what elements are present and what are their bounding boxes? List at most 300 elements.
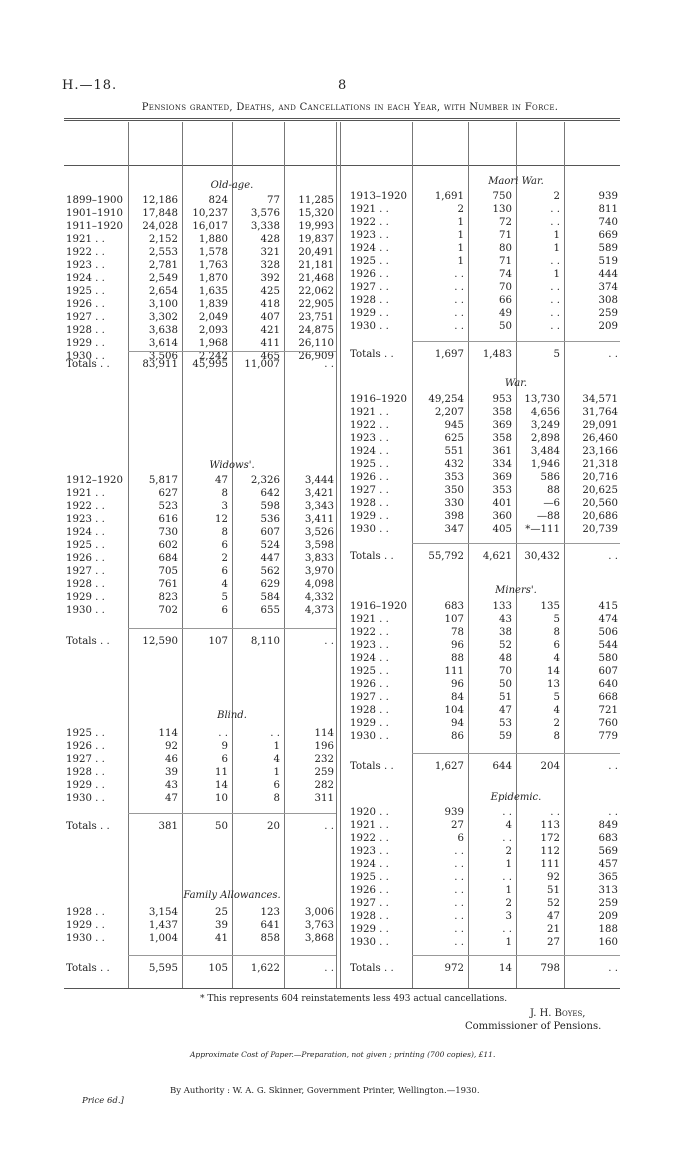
- year-cell: 1929 . .: [350, 718, 389, 729]
- in-force-cell: 19,993: [298, 221, 334, 232]
- left-section-title: Blind.: [217, 710, 247, 721]
- deaths-cell: 2,049: [198, 312, 228, 323]
- left-section-title: Widows'.: [209, 460, 255, 471]
- cancellations-cell: 2: [553, 191, 560, 202]
- year-cell: 1921 . .: [350, 204, 389, 215]
- in-force-cell: 640: [598, 679, 618, 690]
- in-force-cell: . .: [608, 551, 618, 562]
- granted-cell: 330: [444, 498, 464, 509]
- page-reference: H.—18.: [62, 78, 118, 93]
- cancellations-cell: 1: [273, 741, 280, 752]
- cost-note: Approximate Cost of Paper.—Preparation, not given ; printing (700 copies), £11.: [190, 1050, 496, 1059]
- granted-cell: 945: [444, 420, 464, 431]
- cancellations-cell: . .: [550, 807, 560, 818]
- granted-cell: 27: [451, 820, 464, 831]
- right-section-title: War.: [504, 378, 528, 389]
- cancellations-cell: 111: [540, 859, 560, 870]
- cancellations-cell: 8: [553, 731, 560, 742]
- year-cell: 1928 . .: [66, 579, 105, 590]
- deaths-cell: 2: [505, 898, 512, 909]
- year-cell: 1929 . .: [66, 338, 105, 349]
- in-force-cell: 196: [314, 741, 334, 752]
- granted-cell: . .: [454, 872, 464, 883]
- in-force-cell: 114: [314, 728, 334, 739]
- table-row: [0, 832, 700, 845]
- granted-cell: 92: [165, 741, 178, 752]
- cancellations-cell: 562: [260, 566, 280, 577]
- table-row: [0, 393, 700, 406]
- in-force-cell: 506: [598, 627, 618, 638]
- cancellations-cell: 321: [260, 247, 280, 258]
- in-force-cell: 22,062: [298, 286, 334, 297]
- table-row: [0, 203, 700, 216]
- in-force-cell: 569: [598, 846, 618, 857]
- page-number: 8: [338, 78, 347, 93]
- left-section-title: Old-age.: [210, 180, 254, 191]
- cancellations-cell: 607: [260, 527, 280, 538]
- year-cell: Totals . .: [66, 821, 110, 832]
- table-row: [0, 523, 700, 536]
- cancellations-cell: 5: [553, 349, 560, 360]
- year-cell: Totals . .: [66, 359, 110, 370]
- table-row: [0, 923, 700, 936]
- left-totals-rule: [128, 955, 336, 956]
- year-cell: 1922 . .: [350, 833, 389, 844]
- in-force-cell: 3,421: [304, 488, 334, 499]
- deaths-cell: 66: [499, 295, 512, 306]
- deaths-cell: 38: [499, 627, 512, 638]
- year-cell: 1922 . .: [350, 627, 389, 638]
- table-row: [0, 910, 700, 923]
- deaths-cell: 6: [221, 754, 228, 765]
- deaths-cell: 334: [492, 459, 512, 470]
- granted-cell: 3,154: [148, 907, 178, 918]
- in-force-cell: 3,970: [304, 566, 334, 577]
- year-cell: 1924 . .: [350, 859, 389, 870]
- table-row: [0, 665, 700, 678]
- cancellations-cell: 584: [260, 592, 280, 603]
- granted-cell: 88: [451, 653, 464, 664]
- year-cell: 1923 . .: [350, 230, 389, 241]
- cancellations-cell: 21: [547, 924, 560, 935]
- granted-cell: 12,590: [142, 636, 178, 647]
- granted-cell: 46: [165, 754, 178, 765]
- cancellations-cell: 77: [267, 195, 280, 206]
- year-cell: 1928 . .: [350, 705, 389, 716]
- cancellations-cell: 52: [547, 898, 560, 909]
- table-row: [0, 216, 700, 229]
- cancellations-cell: 428: [260, 234, 280, 245]
- cancellations-cell: 465: [260, 351, 280, 362]
- granted-cell: 939: [444, 807, 464, 818]
- deaths-cell: 5: [221, 592, 228, 603]
- cancellations-cell: 328: [260, 260, 280, 271]
- in-force-cell: 374: [598, 282, 618, 293]
- year-cell: 1930 . .: [350, 524, 389, 535]
- in-force-cell: 4,098: [304, 579, 334, 590]
- year-cell: Totals . .: [350, 349, 394, 360]
- deaths-cell: 1,763: [198, 260, 228, 271]
- in-force-cell: 3,343: [304, 501, 334, 512]
- year-cell: 1925 . .: [66, 286, 105, 297]
- granted-cell: 83,911: [142, 359, 178, 370]
- granted-cell: 111: [444, 666, 464, 677]
- cancellations-cell: 421: [260, 325, 280, 336]
- year-cell: 1927 . .: [350, 485, 389, 496]
- footnote: * This represents 604 reinstatements less 493 actual cancellations.: [200, 994, 508, 1004]
- in-force-cell: 209: [598, 911, 618, 922]
- granted-cell: 107: [444, 614, 464, 625]
- year-cell: 1926 . .: [350, 472, 389, 483]
- granted-cell: 1: [457, 256, 464, 267]
- granted-cell: . .: [454, 269, 464, 280]
- in-force-cell: 188: [598, 924, 618, 935]
- granted-cell: 684: [158, 553, 178, 564]
- in-force-cell: 20,686: [582, 511, 618, 522]
- in-force-cell: 31,764: [582, 407, 618, 418]
- table-row: [0, 471, 700, 484]
- year-cell: 1929 . .: [350, 511, 389, 522]
- cancellations-cell: 1,622: [250, 963, 280, 974]
- deaths-cell: 133: [492, 601, 512, 612]
- in-force-cell: 668: [598, 692, 618, 703]
- in-force-cell: 779: [598, 731, 618, 742]
- granted-cell: . .: [454, 911, 464, 922]
- granted-cell: . .: [454, 924, 464, 935]
- table-row: [0, 229, 700, 242]
- cancellations-cell: 629: [260, 579, 280, 590]
- year-cell: 1923 . .: [350, 433, 389, 444]
- deaths-cell: 70: [499, 666, 512, 677]
- granted-cell: 39: [165, 767, 178, 778]
- cancellations-cell: 4: [553, 705, 560, 716]
- deaths-cell: 405: [492, 524, 512, 535]
- deaths-cell: 4,621: [482, 551, 512, 562]
- year-cell: 1926 . .: [66, 299, 105, 310]
- deaths-cell: 2: [505, 846, 512, 857]
- deaths-cell: 9: [221, 741, 228, 752]
- year-cell: 1930 . .: [66, 793, 105, 804]
- cancellations-cell: 2,326: [250, 475, 280, 486]
- table-row: [0, 190, 700, 203]
- deaths-cell: 750: [492, 191, 512, 202]
- year-cell: 1922 . .: [66, 247, 105, 258]
- granted-cell: 705: [158, 566, 178, 577]
- cancellations-cell: —88: [536, 511, 560, 522]
- granted-cell: 523: [158, 501, 178, 512]
- granted-cell: 78: [451, 627, 464, 638]
- right-section-title: Miners'.: [495, 585, 537, 596]
- deaths-cell: 8: [221, 488, 228, 499]
- deaths-cell: 4: [221, 579, 228, 590]
- cancellations-cell: 13,730: [524, 394, 560, 405]
- granted-cell: 602: [158, 540, 178, 551]
- granted-cell: 2: [457, 204, 464, 215]
- deaths-cell: 2: [221, 553, 228, 564]
- year-cell: 1928 . .: [350, 295, 389, 306]
- deaths-cell: 358: [492, 407, 512, 418]
- table-row: [0, 626, 700, 639]
- deaths-cell: 1,968: [198, 338, 228, 349]
- year-cell: 1925 . .: [350, 459, 389, 470]
- table-row: [0, 432, 700, 445]
- in-force-cell: 26,460: [582, 433, 618, 444]
- cancellations-cell: 112: [540, 846, 560, 857]
- in-force-cell: 20,560: [582, 498, 618, 509]
- deaths-cell: 49: [499, 308, 512, 319]
- year-cell: 1926 . .: [66, 553, 105, 564]
- deaths-cell: 16,017: [192, 221, 228, 232]
- deaths-cell: 130: [492, 204, 512, 215]
- cancellations-cell: 204: [540, 761, 560, 772]
- cancellations-cell: 536: [260, 514, 280, 525]
- deaths-cell: 2,093: [198, 325, 228, 336]
- cancellations-cell: —6: [543, 498, 560, 509]
- in-force-cell: . .: [608, 963, 618, 974]
- in-force-cell: . .: [324, 359, 334, 370]
- deaths-cell: 10: [215, 793, 228, 804]
- deaths-cell: 107: [208, 636, 228, 647]
- granted-cell: 3,614: [148, 338, 178, 349]
- cancellations-cell: 113: [540, 820, 560, 831]
- year-cell: 1928 . .: [66, 325, 105, 336]
- deaths-cell: 4: [505, 820, 512, 831]
- in-force-cell: 259: [598, 898, 618, 909]
- in-force-cell: 21,468: [298, 273, 334, 284]
- table-row: [0, 445, 700, 458]
- table-row: [0, 320, 700, 333]
- cancellations-cell: 27: [547, 937, 560, 948]
- table-row: [0, 639, 700, 652]
- in-force-cell: 29,091: [582, 420, 618, 431]
- granted-cell: 17,848: [142, 208, 178, 219]
- cancellations-cell: 3,338: [250, 221, 280, 232]
- table-row: [0, 565, 700, 578]
- table-row: [0, 897, 700, 910]
- year-cell: 1927 . .: [350, 282, 389, 293]
- table-row: [0, 704, 700, 717]
- cancellations-cell: 1: [553, 269, 560, 280]
- year-cell: 1924 . .: [66, 527, 105, 538]
- cancellations-cell: 858: [260, 933, 280, 944]
- year-cell: 1925 . .: [350, 666, 389, 677]
- cancellations-cell: 598: [260, 501, 280, 512]
- table-row: [0, 281, 700, 294]
- in-force-cell: 22,905: [298, 299, 334, 310]
- cancellations-cell: . .: [550, 295, 560, 306]
- table-bottom-rule: [64, 988, 620, 989]
- granted-cell: 627: [158, 488, 178, 499]
- in-force-cell: 849: [598, 820, 618, 831]
- in-force-cell: 939: [598, 191, 618, 202]
- in-force-cell: 3,868: [304, 933, 334, 944]
- granted-cell: 1: [457, 243, 464, 254]
- year-cell: Totals . .: [350, 551, 394, 562]
- deaths-cell: 53: [499, 718, 512, 729]
- granted-cell: 86: [451, 731, 464, 742]
- cancellations-cell: 1,946: [530, 459, 560, 470]
- table-row: [0, 871, 700, 884]
- year-cell: 1920 . .: [350, 807, 389, 818]
- cancellations-cell: 655: [260, 605, 280, 616]
- year-cell: 1929 . .: [350, 308, 389, 319]
- table-row: [0, 600, 700, 613]
- year-cell: 1927 . .: [350, 692, 389, 703]
- granted-cell: 49,254: [428, 394, 464, 405]
- deaths-cell: 48: [499, 653, 512, 664]
- granted-cell: 1: [457, 217, 464, 228]
- deaths-cell: 8: [221, 527, 228, 538]
- granted-cell: 702: [158, 605, 178, 616]
- in-force-cell: 3,006: [304, 907, 334, 918]
- cancellations-cell: 135: [540, 601, 560, 612]
- totals-row: [0, 760, 700, 773]
- deaths-cell: 1,635: [198, 286, 228, 297]
- cancellations-cell: 1: [553, 230, 560, 241]
- deaths-cell: 360: [492, 511, 512, 522]
- year-cell: 1921 . .: [350, 820, 389, 831]
- deaths-cell: 50: [499, 321, 512, 332]
- deaths-cell: 50: [215, 821, 228, 832]
- granted-cell: 1,004: [148, 933, 178, 944]
- deaths-cell: 80: [499, 243, 512, 254]
- granted-cell: 2,553: [148, 247, 178, 258]
- in-force-cell: 15,320: [298, 208, 334, 219]
- cancellations-cell: 411: [260, 338, 280, 349]
- in-force-cell: 308: [598, 295, 618, 306]
- granted-cell: 350: [444, 485, 464, 496]
- granted-cell: 3,638: [148, 325, 178, 336]
- deaths-cell: 1,839: [198, 299, 228, 310]
- deaths-cell: 45,995: [192, 359, 228, 370]
- totals-row: [0, 348, 700, 361]
- granted-cell: 47: [165, 793, 178, 804]
- in-force-cell: 11,285: [298, 195, 334, 206]
- year-cell: 1925 . .: [66, 728, 105, 739]
- table-row: [0, 484, 700, 497]
- table-row: [0, 307, 700, 320]
- cancellations-cell: 8: [273, 793, 280, 804]
- year-cell: 1922 . .: [350, 217, 389, 228]
- year-cell: 1924 . .: [350, 653, 389, 664]
- deaths-cell: 52: [499, 640, 512, 651]
- granted-cell: 347: [444, 524, 464, 535]
- granted-cell: 5,817: [148, 475, 178, 486]
- totals-row: [0, 962, 700, 975]
- table-row: [0, 779, 700, 792]
- cancellations-cell: 172: [540, 833, 560, 844]
- deaths-cell: 6: [221, 566, 228, 577]
- right-totals-rule: [412, 341, 620, 342]
- cancellations-cell: 20: [267, 821, 280, 832]
- deaths-cell: 12: [215, 514, 228, 525]
- year-cell: 1921 . .: [350, 614, 389, 625]
- cancellations-cell: 8,110: [250, 636, 280, 647]
- table-title: Pensions granted, Deaths, and Cancellations in each Year, with Number in Force.: [141, 102, 559, 113]
- in-force-cell: 3,598: [304, 540, 334, 551]
- granted-cell: 6: [457, 833, 464, 844]
- in-force-cell: 23,166: [582, 446, 618, 457]
- cancellations-cell: 3,249: [530, 420, 560, 431]
- deaths-cell: 369: [492, 420, 512, 431]
- year-cell: 1924 . .: [350, 446, 389, 457]
- granted-cell: 2,207: [434, 407, 464, 418]
- granted-cell: 683: [444, 601, 464, 612]
- table-row: [0, 936, 700, 949]
- authority-line: By Authority : W. A. G. Skinner, Government Printer, Wellington.—1930.: [170, 1086, 480, 1096]
- in-force-cell: 519: [598, 256, 618, 267]
- cancellations-cell: 6: [273, 780, 280, 791]
- deaths-cell: 1,880: [198, 234, 228, 245]
- in-force-cell: 282: [314, 780, 334, 791]
- year-cell: 1901–1910: [66, 208, 123, 219]
- deaths-cell: 39: [215, 920, 228, 931]
- signature-role: Commissioner of Pensions.: [465, 1021, 602, 1032]
- granted-cell: 398: [444, 511, 464, 522]
- in-force-cell: 20,739: [582, 524, 618, 535]
- year-cell: 1923 . .: [350, 640, 389, 651]
- cancellations-cell: . .: [550, 256, 560, 267]
- in-force-cell: . .: [324, 963, 334, 974]
- right-totals-rule: [412, 543, 620, 544]
- cancellations-cell: 798: [540, 963, 560, 974]
- table-row: [0, 652, 700, 665]
- cancellations-cell: 4: [553, 653, 560, 664]
- cancellations-cell: 3,576: [250, 208, 280, 219]
- right-section-title: Epidemic.: [490, 792, 542, 803]
- year-cell: Totals . .: [350, 963, 394, 974]
- deaths-cell: 6: [221, 540, 228, 551]
- right-totals-rule: [412, 753, 620, 754]
- granted-cell: 94: [451, 718, 464, 729]
- in-force-cell: 589: [598, 243, 618, 254]
- deaths-cell: 14: [499, 963, 512, 974]
- year-cell: 1926 . .: [350, 885, 389, 896]
- year-cell: 1930 . .: [66, 351, 105, 362]
- right-totals-rule: [412, 955, 620, 956]
- in-force-cell: 474: [598, 614, 618, 625]
- cancellations-cell: . .: [550, 204, 560, 215]
- deaths-cell: 10,237: [192, 208, 228, 219]
- in-force-cell: 23,751: [298, 312, 334, 323]
- granted-cell: 104: [444, 705, 464, 716]
- granted-cell: 432: [444, 459, 464, 470]
- cancellations-cell: 8: [553, 627, 560, 638]
- cancellations-cell: 47: [547, 911, 560, 922]
- in-force-cell: 26,110: [298, 338, 334, 349]
- cancellations-cell: 6: [553, 640, 560, 651]
- cancellations-cell: 642: [260, 488, 280, 499]
- in-force-cell: 544: [598, 640, 618, 651]
- cancellations-cell: . .: [550, 282, 560, 293]
- granted-cell: . .: [454, 859, 464, 870]
- table-row: [0, 613, 700, 626]
- year-cell: 1929 . .: [66, 920, 105, 931]
- in-force-cell: 19,837: [298, 234, 334, 245]
- deaths-cell: 74: [499, 269, 512, 280]
- in-force-cell: 365: [598, 872, 618, 883]
- year-cell: 1929 . .: [66, 780, 105, 791]
- year-cell: 1923 . .: [66, 514, 105, 525]
- signature-name: J. H. Boyes,: [530, 1008, 586, 1019]
- in-force-cell: 21,181: [298, 260, 334, 271]
- in-force-cell: 20,625: [582, 485, 618, 496]
- cancellations-cell: 1: [553, 243, 560, 254]
- year-cell: 1923 . .: [66, 260, 105, 271]
- granted-cell: 3,506: [148, 351, 178, 362]
- in-force-cell: 457: [598, 859, 618, 870]
- deaths-cell: 1: [505, 885, 512, 896]
